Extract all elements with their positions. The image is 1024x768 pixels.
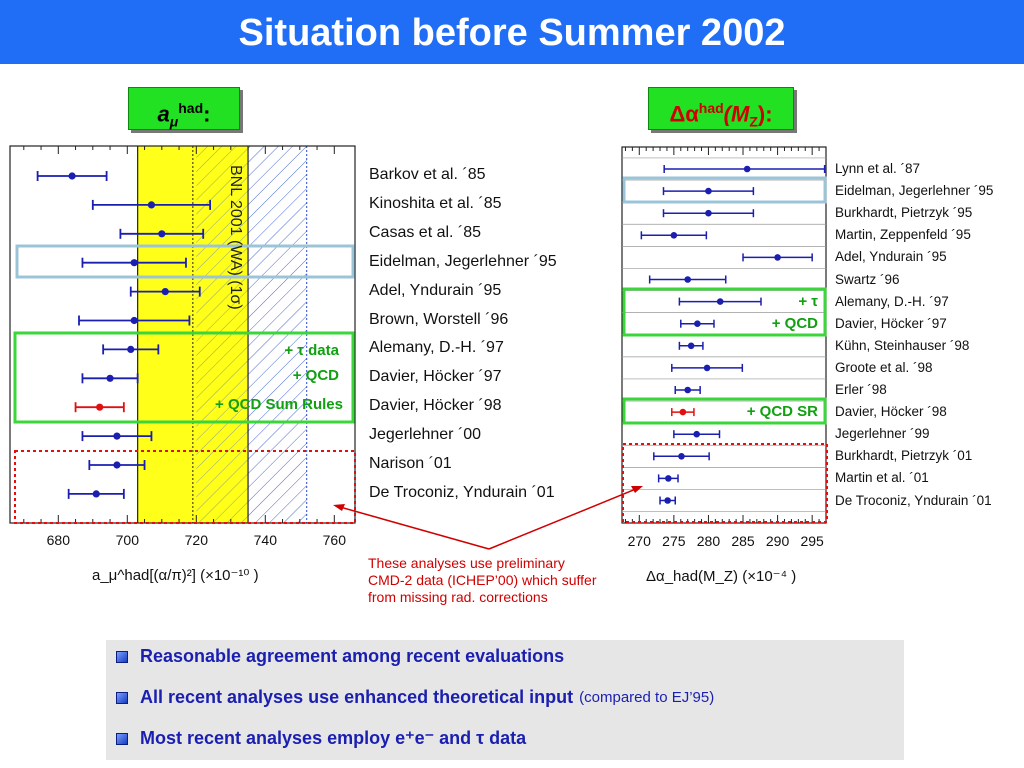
data-point [693,431,700,438]
right-annot-qcd-sr: + QCD SR [746,403,818,420]
note-line-2: CMD-2 data (ICHEP’00) which suffer [368,572,597,588]
label-post: ): [757,101,773,127]
label-mid: (M [723,101,750,127]
reference-label: Eidelman, Jegerlehner ´95 [369,252,557,270]
data-point [744,166,751,173]
label-pre: Δα [669,101,699,127]
reference-label: Narison ´01 [369,455,452,472]
reference-label: Eidelman, Jegerlehner ´95 [835,183,994,199]
data-point [704,365,711,372]
reference-label: Alemany, D.-H. ´97 [369,339,504,357]
reference-label: Davier, Höcker ´98 [369,397,502,415]
data-point [106,375,113,382]
data-point [680,409,687,416]
data-point [671,232,678,239]
reference-label: Jegerlehner ´99 [835,426,930,442]
reference-label: Martin, Zeppenfeld ´95 [835,227,971,243]
tick-label: 270 [627,533,651,549]
data-point [717,298,724,305]
right-axis-label: Δα_had(M_Z) (×10⁻⁴ ) [646,568,797,585]
reference-label: Martin et al. ´01 [835,470,929,486]
tick-label: 290 [765,533,790,549]
reference-label: Adel, Yndurain ´95 [835,249,947,265]
data-point [131,317,138,324]
data-point [664,497,671,504]
data-point [131,259,138,266]
summary-item-3: Most recent analyses employ e⁺e⁻ and τ data [116,728,526,756]
data-point [705,210,712,217]
data-point [705,188,712,195]
label-sup: had [698,100,724,116]
label-sup: had [178,100,204,116]
reference-label: De Troconiz, Yndurain ´01 [369,483,555,501]
right-annot-qcd: + QCD [771,315,818,332]
summary-item-2: All recent analyses use enhanced theoretical input (compared to EJ’95) [116,687,714,715]
reference-label: Brown, Worstell ´96 [369,310,509,328]
data-point [774,254,781,261]
data-point [162,288,169,295]
tick-label: 275 [662,533,686,549]
reference-label: Adel, Yndurain ´95 [369,281,502,299]
cmd2-note [368,555,658,606]
data-point [113,461,120,468]
reference-label: Burkhardt, Pietrzyk ´01 [835,448,973,464]
data-point [694,320,701,327]
tick-label: 720 [184,532,208,548]
note-line-1: These analyses use preliminary [368,555,565,571]
reference-label: Lynn et al. ´87 [835,161,921,176]
reference-label: Davier, Höcker ´98 [835,404,947,420]
data-point [148,201,155,208]
data-point [96,404,103,411]
label-sub: Z [749,113,758,130]
reference-label: De Troconiz, Yndurain ´01 [835,492,992,508]
tick-label: 295 [800,533,824,549]
tick-label: 680 [46,532,70,548]
band-label: BNL 2001 (WA) (1σ) [227,165,244,310]
summary-box [106,640,904,760]
reference-label: Jegerlehner ´00 [369,426,482,444]
page-title: Situation before Summer 2002 [238,12,786,54]
data-point [688,343,695,350]
data-point [684,387,691,394]
data-point [69,172,76,179]
bullet-icon [116,733,128,745]
left-annot-qcd: + QCD [292,367,339,384]
right-chart [622,147,827,523]
reference-label: Barkov et al. ´85 [369,166,486,183]
tick-label: 760 [322,532,346,548]
reference-label: Burkhardt, Pietrzyk ´95 [835,205,973,221]
data-point [158,230,165,237]
label-colon: : [203,101,211,127]
data-point [127,346,134,353]
reference-label: Casas et al. ´85 [369,223,482,241]
reference-label: Kinoshita et al. ´85 [369,194,502,212]
data-point [665,475,672,482]
bullet-icon [116,692,128,704]
note-line-3: from missing rad. corrections [368,589,548,605]
tick-label: 740 [253,532,277,548]
reference-label: Kühn, Steinhauser ´98 [835,337,970,353]
reference-label: Davier, Höcker ´97 [835,315,947,331]
left-annot-tau: + τ data [284,342,339,359]
reference-label: Swartz ´96 [835,271,900,287]
label-main: a [157,101,170,127]
reference-label: Alemany, D.-H. ´97 [835,293,949,309]
summary-item-1: Reasonable agreement among recent evaluations [116,646,564,674]
reference-label: Davier, Höcker ´97 [369,368,502,386]
left-chart [10,146,355,523]
tick-label: 700 [115,532,139,548]
bullet-icon [116,651,128,663]
data-point [678,453,685,460]
data-point [93,490,100,497]
label-sub: μ [169,113,179,130]
left-annot-qcd-sum-rules: + QCD Sum Rules [215,396,343,413]
tick-label: 285 [731,533,755,549]
data-point [684,276,691,283]
data-point [113,433,120,440]
right-annot-tau: + τ [798,293,818,310]
reference-label: Groote et al. ´98 [835,359,933,375]
left-axis-label: a_μ^had[(α/π)²] (×10⁻¹⁰ ) [92,567,259,584]
tick-label: 280 [696,533,721,549]
reference-label: Erler ´98 [835,382,887,397]
